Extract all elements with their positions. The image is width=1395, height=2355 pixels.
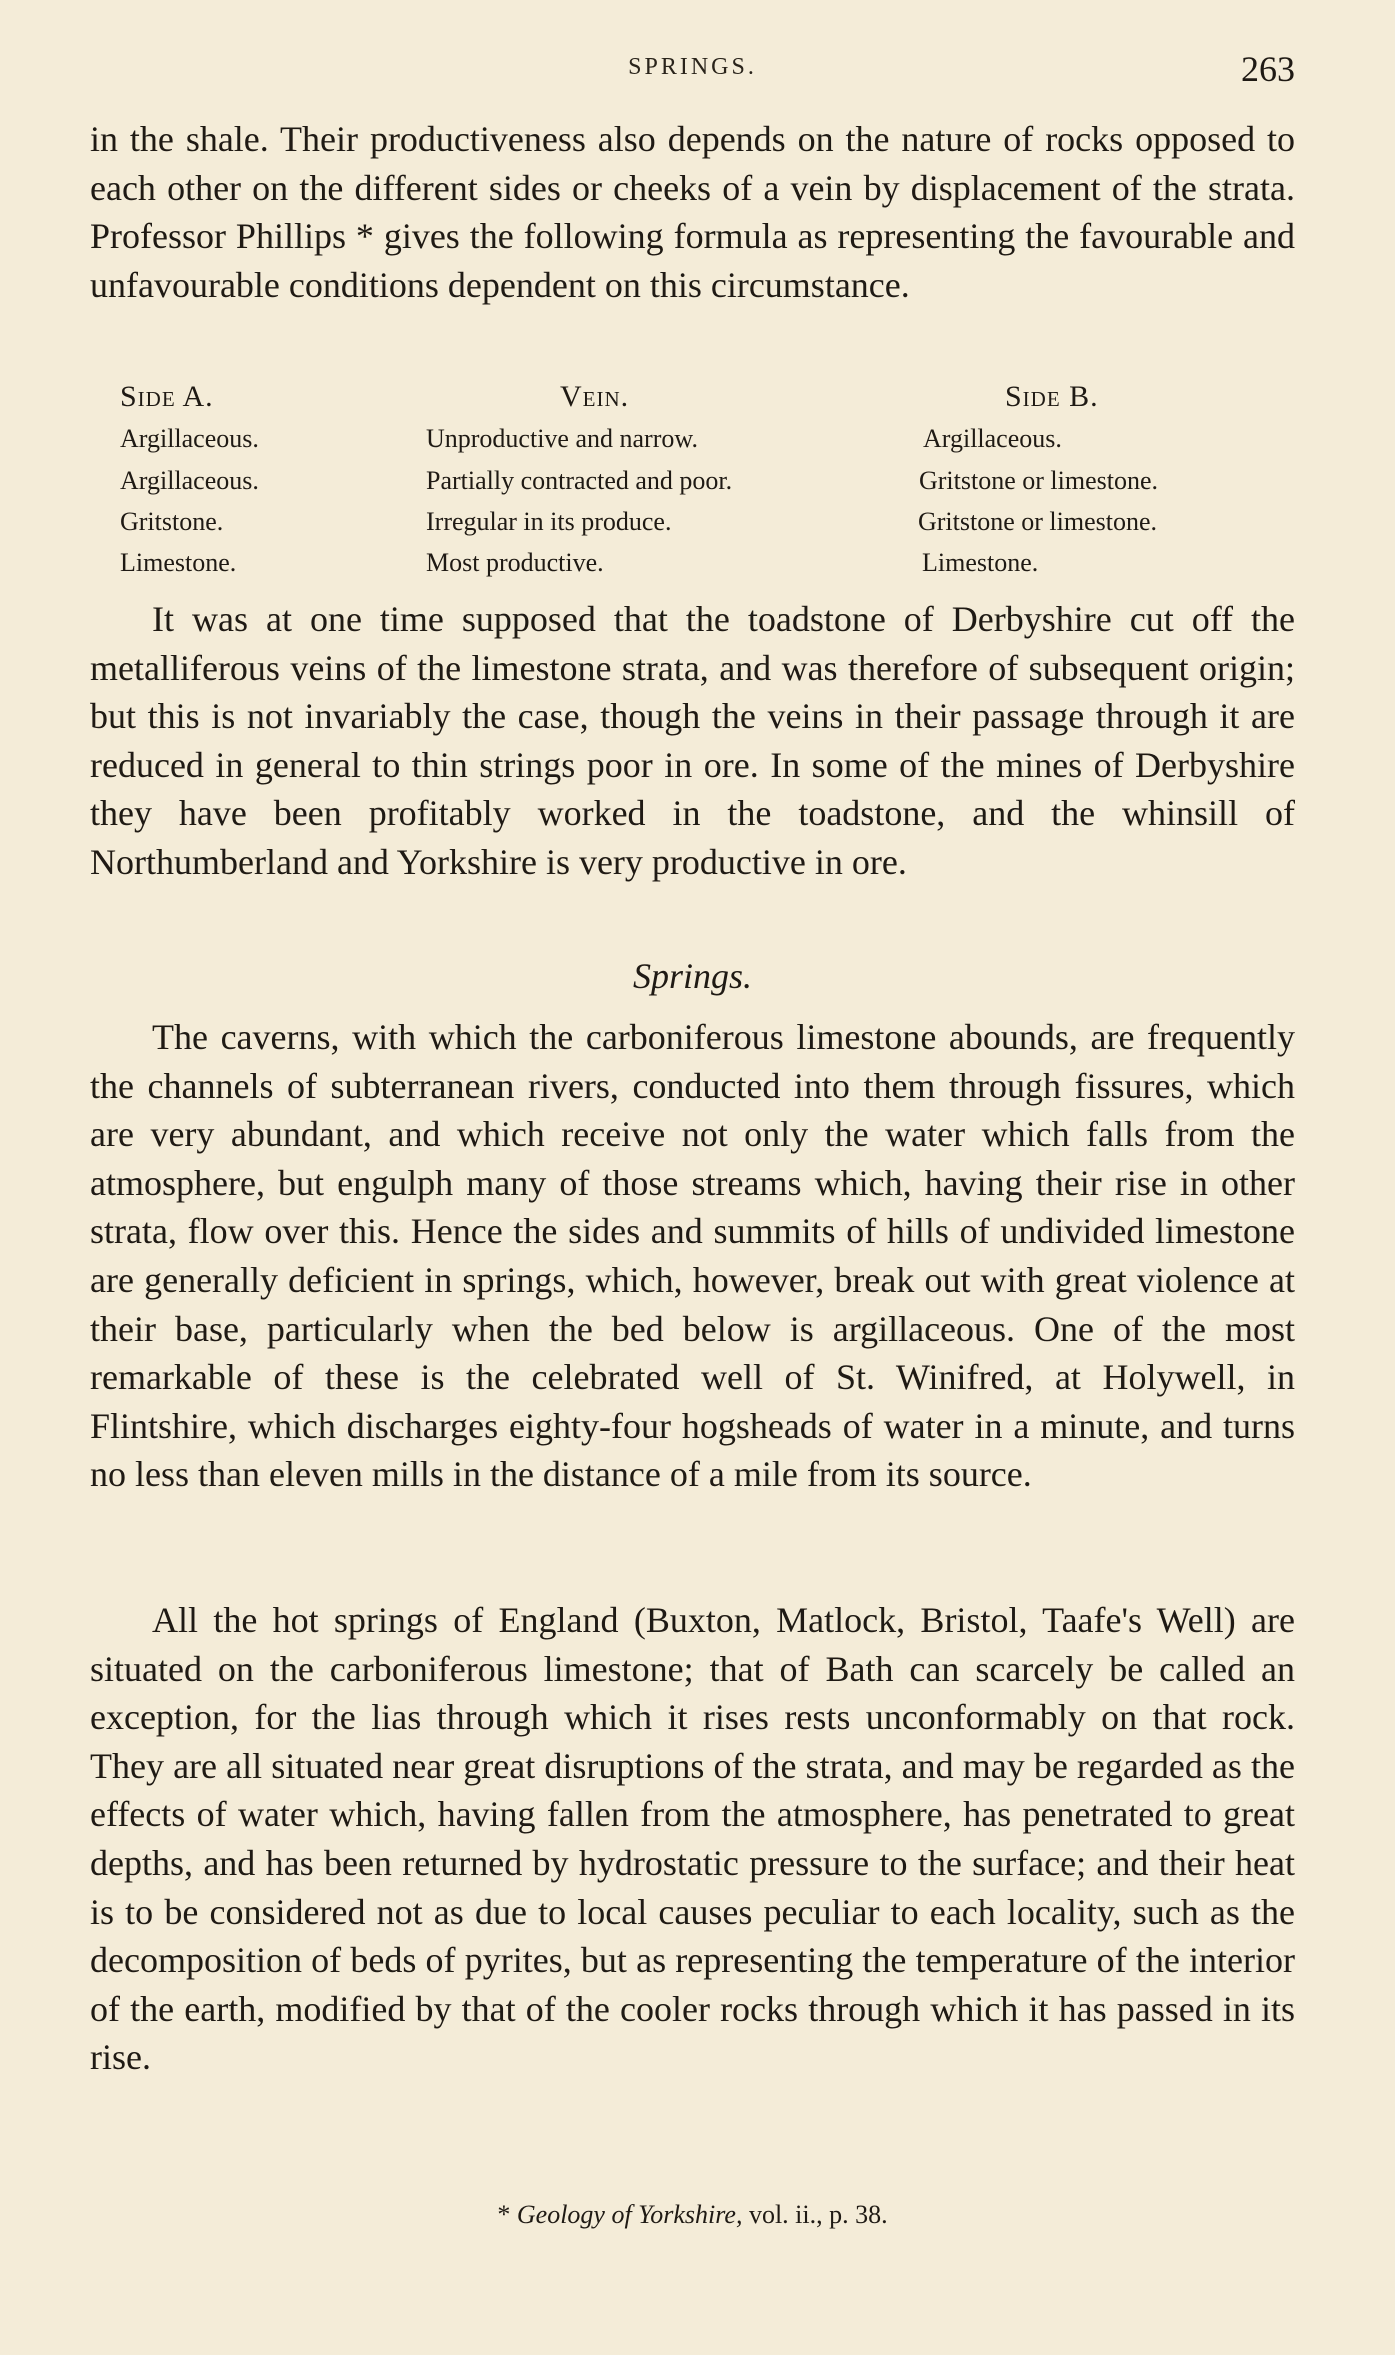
table-row bbox=[120, 548, 1260, 588]
table-cell-vein: Irregular in its produce. bbox=[426, 507, 672, 536]
footnote-title: Geology of Yorkshire, bbox=[516, 2200, 743, 2229]
table-row bbox=[120, 424, 1260, 464]
footnote-marker: * bbox=[497, 2200, 511, 2229]
table-header-side-a: Side A. bbox=[120, 380, 214, 413]
paragraph-intro: in the shale. Their productiveness also depends on the nature of rocks opposed to each other on the different sides or cheeks of a vein by displacement of the strata. Professor Phillips * gives the following formula as representing the favourable and unfavourable conditions dependent on this circumstance. bbox=[90, 119, 1295, 305]
table-header-vein: Vein. bbox=[560, 380, 630, 413]
table-cell-side-b: Limestone. bbox=[922, 548, 1039, 577]
paragraph-toadstone: It was at one time supposed that the toadstone of Derbyshire cut off the metalliferous veins of the limestone strata, and was therefore of subsequent origin; but this is not invariably the case, though the veins in their passage through it are reduced in general to thin strings poor in ore. In some of the mines of Derbyshire they have been profitably worked in the toadstone, and the whinsill of Northumberland and Yorkshire is very productive in ore. bbox=[90, 599, 1295, 882]
table-cell-side-b: Argillaceous. bbox=[923, 424, 1062, 453]
page-header bbox=[90, 48, 1295, 88]
table-header-side-b: Side B. bbox=[1005, 380, 1099, 413]
table-cell-side-a: Gritstone. bbox=[120, 507, 224, 536]
table-row bbox=[120, 466, 1260, 506]
table-cell-side-b: Gritstone or limestone. bbox=[919, 466, 1159, 495]
footnote bbox=[90, 2200, 1295, 2230]
paragraph-caverns: The caverns, with which the carboniferous limestone abounds, are frequently the channels of subterranean rivers, conducted into them through fissures, which are very abundant, and which receive not only the water which falls from the atmosphere, but engulph many of those streams which, having their rise in other strata, flow over this. Hence the sides and summits of hills of undivided limestone are generally deficient in springs, which, however, break out with great violence at their base, particularly when the bed below is argillaceous. One of the most remarkable of these is the celebrated well of St. Winifred, at Holywell, in Flintshire, which discharges eighty-four hogsheads of water in a minute, and turns no less than eleven mills in the distance of a mile from its source. bbox=[90, 1017, 1295, 1495]
table-cell-vein: Partially contracted and poor. bbox=[426, 466, 733, 495]
page-number: 263 bbox=[1241, 49, 1295, 89]
table-cell-side-a: Argillaceous. bbox=[120, 466, 259, 495]
running-head: SPRINGS. bbox=[628, 54, 757, 80]
table-cell-side-a: Argillaceous. bbox=[120, 424, 259, 453]
table-cell-vein: Most productive. bbox=[426, 548, 604, 577]
table-cell-vein: Unproductive and narrow. bbox=[426, 424, 698, 453]
footnote-reference: vol. ii., p. 38. bbox=[748, 2200, 888, 2229]
section-title: Springs. bbox=[632, 956, 753, 996]
paragraph-hot-springs: All the hot springs of England (Buxton, Matlock, Bristol, Taafe's Well) are situated on the carboniferous limestone; that of Bath can scarcely be called an exception, for the lias through which it rises rests unconformably on that rock. They are all situated near great disruptions of the strata, and may be regarded as the effects of water which, having fallen from the atmosphere, has penetrated to great depths, and has been returned by hydrostatic pressure to the surface; and their heat is to be considered not as due to local causes peculiar to each locality, such as the decomposition of beds of pyrites, but as representing the temperature of the interior of the earth, modified by that of the cooler rocks through which it has passed in its rise. bbox=[90, 1600, 1295, 2078]
table-row bbox=[120, 507, 1260, 547]
table-cell-side-a: Limestone. bbox=[120, 548, 237, 577]
table-header-row bbox=[120, 380, 1260, 420]
table-cell-side-b: Gritstone or limestone. bbox=[918, 507, 1158, 536]
